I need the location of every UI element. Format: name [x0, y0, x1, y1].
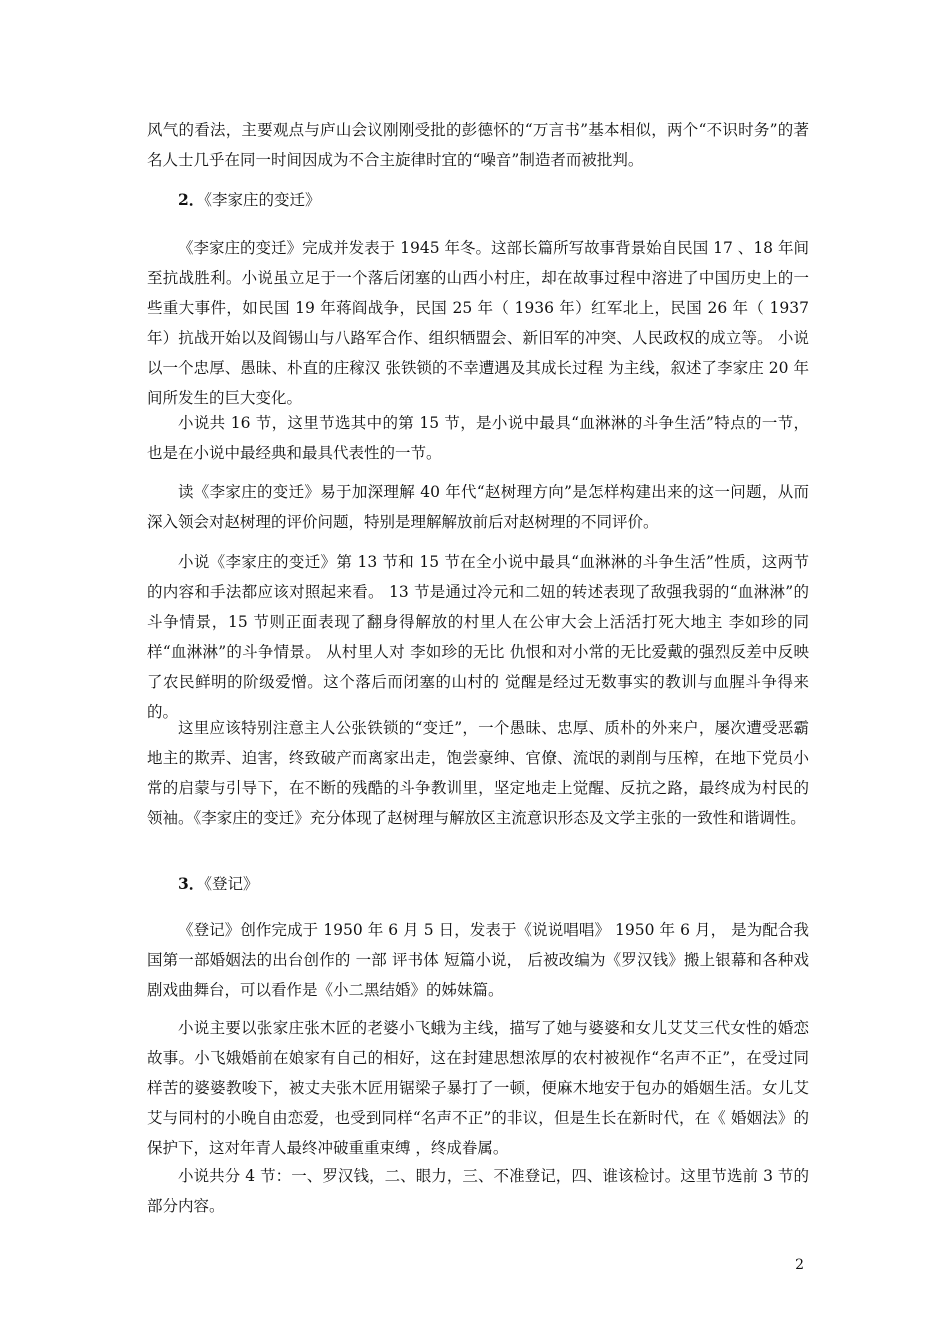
- section-3-paragraph-3: 小说共分 4 节：一、罗汉钱，二、眼力，三、不准登记，四、谁该检讨。这里节选前 3 节的部分内容。: [147, 1167, 809, 1215]
- section-2-paragraph-3: 读《李家庄的变迁》易于加深理解 40 年代“赵树理方向”是怎样构建出来的这一问题，从而深入领会对赵树理的评价问题，特别是理解解放前后对赵树理的不同评价。: [147, 483, 809, 531]
- section-3-paragraph-2: 小说主要以张家庄张木匠的老婆小飞蛾为主线，描写了她与婆婆和女儿艾艾三代女性的婚恋故事。小飞娥婚前在娘家有自己的相好，这在封建思想浓厚的农村被视作“名声不正”，在受过同样苦的婆婆教唆下，被丈夫张木匠用锯梁子暴打了一顿，便麻木地安于包办的婚姻生活。女儿艾艾与同村的小晚自由恋爱，也受到同样“名声不正”的非议，但是生长在新时代，在《 婚姻法》的保护下，这对年青人最终冲破重重束缚 ，终成眷属。: [147, 1019, 809, 1157]
- section-2-paragraph-2: 小说共 16 节，这里节选其中的第 15 节，是小说中最具“血淋淋的斗争生活”特点的一节，也是在小说中最经典和最具代表性的一节。: [147, 414, 809, 462]
- section-3-paragraph-1: 《登记》创作完成于 1950 年 6 月 5 日，发表于《说说唱唱》 1950 年 6 月， 是为配合我国第一部婚姻法的出台创作的 一部 评书体 短篇小说， 后被改编为《罗汉钱》搬上银幕和各种戏剧戏曲舞台，可以看作是《小二黑结婚》的姊妹篇。: [147, 921, 809, 999]
- section-2-title: 《李家庄的变迁》: [204, 191, 321, 209]
- continuation-paragraph: 风气的看法，主要观点与庐山会议刚刚受批的彭德怀的“万言书”基本相似，两个“不识时务”的著名人士几乎在同一时间因成为不合主旋律时宜的“噪音”制造者而被批判。: [147, 121, 809, 169]
- section-2-paragraph-1: 《李家庄的变迁》完成并发表于 1945 年冬。这部长篇所写故事背景始自民国 17 、18 年间至抗战胜利。小说虽立足于一个落后闭塞的山西小村庄，却在故事过程中溶进了中国历史上的一些重大事件，如民国 19 年蒋阎战争，民国 25 年（ 1936 年）红军北上，民国 26 年（ 1937 年）抗战开始以及阎锡山与八路军合作、组织牺盟会、新旧军的冲突、人民政权的成立等。 小说以一个忠厚、愚昧、朴直的庄稼汉 张铁锁的不幸遭遇及其成长过程 为主线，叙述了李家庄 20 年间所发生的巨大变化。: [147, 239, 809, 407]
- section-2-heading: [147, 185, 840, 215]
- section-3-number: 3．: [178, 874, 205, 893]
- section-3-title: 《登记》: [204, 875, 259, 893]
- page-number: 2: [795, 1257, 804, 1273]
- section-2-number: 2．: [178, 190, 205, 209]
- section-3-heading: [147, 869, 840, 899]
- section-2-paragraph-4: 小说《李家庄的变迁》第 13 节和 15 节在全小说中最具“血淋淋的斗争生活”性质，这两节的内容和手法都应该对照起来看。 13 节是通过冷元和二妞的转述表现了敌强我弱的“血淋淋”的斗争情景，15 节则正面表现了翻身得解放的村里人在公审大会上活活打死大地主 李如珍的同样“血淋淋”的斗争情景。 从村里人对 李如珍的无比 仇恨和对小常的无比爱戴的强烈反差中反映了农民鲜明的阶级爱憎。这个落后而闭塞的山村的 觉醒是经过无数事实的教训与血腥斗争得来的。: [147, 553, 809, 721]
- section-2-paragraph-5: 这里应该特别注意主人公张铁锁的“变迁”，一个愚昧、忠厚、质朴的外来户，屡次遭受恶霸地主的欺弄、迫害，终致破产而离家出走，饱尝豪绅、官僚、流氓的剥削与压榨，在地下党员小常的启蒙与引导下，在不断的残酷的斗争教训里，坚定地走上觉醒、反抗之路，最终成为村民的领袖。《李家庄的变迁》充分体现了赵树理与解放区主流意识形态及文学主张的一致性和谐调性。: [147, 719, 809, 827]
